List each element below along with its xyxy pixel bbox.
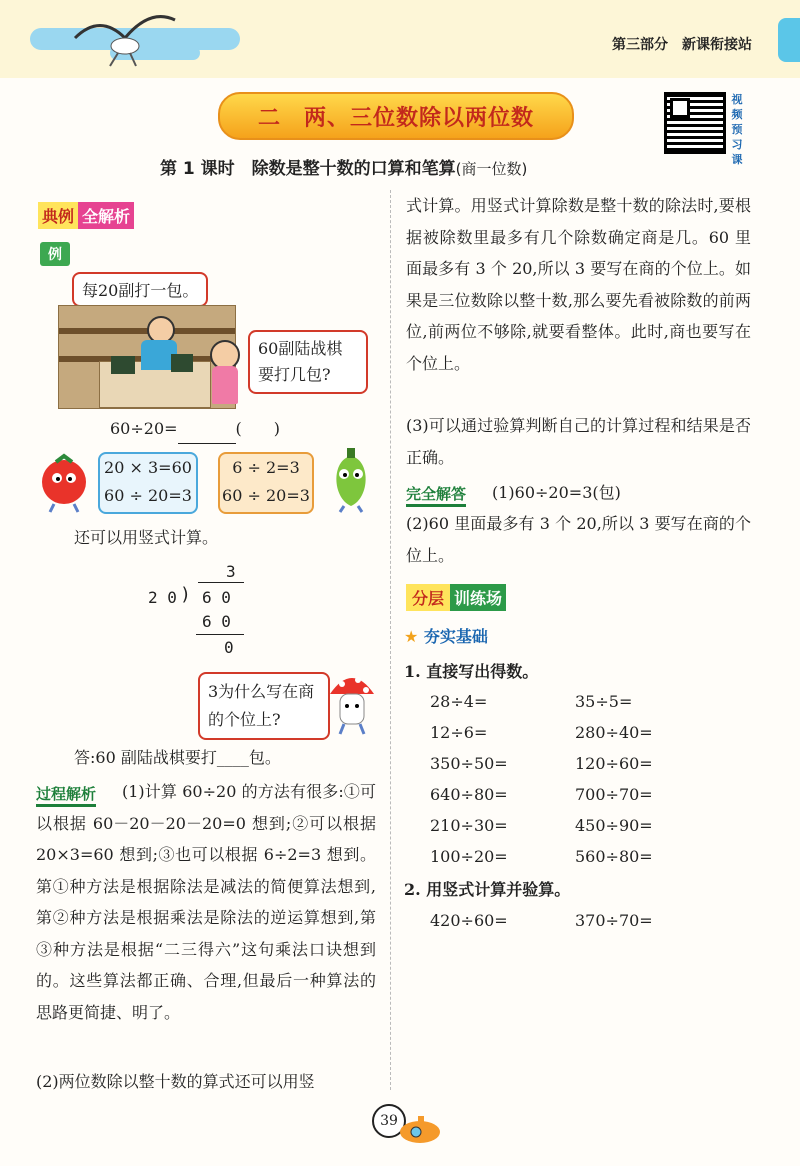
long-div-quotient: 3 <box>226 562 236 581</box>
long-div-divisor: 2 0 <box>148 588 177 607</box>
seagull-icon <box>70 8 180 68</box>
girl-body <box>212 366 238 404</box>
tomato-character-icon <box>36 452 92 514</box>
question-2-row: 420÷60= 370÷70= <box>430 911 653 930</box>
lesson-title: 第 1 课时 除数是整十数的口算和笔算(商一位数) <box>160 159 528 179</box>
analysis-paragraph-1: (1)计算 60÷20 的方法有很多:①可以根据 60－20－20－20=0 想到;②可以根据 20×3=60 想到;③也可以根据 6÷2=3 想到。第①种方法是根据除法是减法的简便算法想到,第②种方法是根据乘法是除法的逆运算想到,第③种方法是根据“二三得六”这句乘法口诀想到的。这些算法都正确、合理,但最后一种算法的思路更简捷、明了。 <box>36 782 376 1022</box>
section-tag: 第三部分 新课衔接站 <box>612 37 752 53</box>
example-badge: 典例 全解析 <box>38 202 134 229</box>
question-bubble: 60副陆战棋要打几包? <box>248 330 368 394</box>
column-divider <box>390 190 391 1090</box>
full-answer-1: (1)60÷20=3(包) <box>492 483 621 502</box>
long-div-product: 6 0 <box>202 612 231 631</box>
sign-bubble: 每20副打一包。 <box>72 272 208 307</box>
page-number: 39 <box>372 1104 406 1138</box>
answer-line: 答:60 副陆战棋要打____包。 <box>74 748 281 767</box>
long-division: 3 2 0 ) 6 0 6 0 0 <box>140 562 250 662</box>
qr-label: 视 频 预 习 课 <box>731 93 743 166</box>
qr-code-icon[interactable] <box>664 92 726 154</box>
question-1-row: 100÷20= 560÷80= <box>430 847 653 866</box>
pepper-character-icon <box>326 448 376 514</box>
example-tag: 例 <box>40 242 70 266</box>
question-1-row: 640÷80= 700÷70= <box>430 785 653 804</box>
lesson-subtitle: (商一位数) <box>455 160 528 178</box>
question-1-list <box>430 686 730 872</box>
question-2-title: 2. 用竖式计算并验算。 <box>404 880 571 899</box>
chapter-title: 二 两、三位数除以两位数 <box>218 92 574 140</box>
question-1-title: 1. 直接写出得数。 <box>404 662 539 681</box>
why-bubble: 3为什么写在商的个位上? <box>198 672 330 740</box>
long-div-remainder: 0 <box>224 638 234 657</box>
equation-prompt: 60÷20= ( ) <box>110 413 280 444</box>
question-1-row: 350÷50= 120÷60= <box>430 754 653 773</box>
analysis-continued: 式计算。用竖式计算除数是整十数的除法时,要根据被除数里最多有几个除数确定商是几。60 里面最多有 3 个 20,所以 3 要写在商的个位上。如果是三位数除以整十数,那么要先看被除数的前两位,前两位不够除,就要看整体。此时,商也要写在个位上。 <box>406 196 751 373</box>
question-1-row: 210÷30= 450÷90= <box>430 816 653 835</box>
analysis-paragraph-3: (3)可以通过验算判断自己的计算过程和结果是否正确。 <box>406 416 751 467</box>
question-1-row: 12÷6= 280÷40= <box>430 723 653 742</box>
submarine-icon <box>396 1112 446 1146</box>
star-icon: ★ <box>404 627 419 646</box>
side-strip <box>778 18 800 62</box>
full-answer-label: 完全解答 <box>406 483 466 507</box>
practice-badge: 分层 训练场 <box>406 584 506 611</box>
mushroom-character-icon <box>326 668 378 738</box>
method-multiplication-bubble: 20 × 3=60 60 ÷ 20=3 <box>98 452 198 514</box>
basics-heading: ★ 夯实基础 <box>404 627 488 646</box>
analysis-paragraph-2: (2)两位数除以整十数的算式还可以用竖 <box>36 1072 315 1091</box>
vertical-intro: 还可以用竖式计算。 <box>74 528 219 547</box>
method-table-bubble: 6 ÷ 2=3 60 ÷ 20=3 <box>218 452 314 514</box>
question-1-row: 28÷4= 35÷5= <box>430 692 633 711</box>
full-answer-2: (2)60 里面最多有 3 个 20,所以 3 要写在商的个位上。 <box>406 514 751 565</box>
long-div-dividend: 6 0 <box>202 588 231 607</box>
analysis-label: 过程解析 <box>36 783 96 807</box>
